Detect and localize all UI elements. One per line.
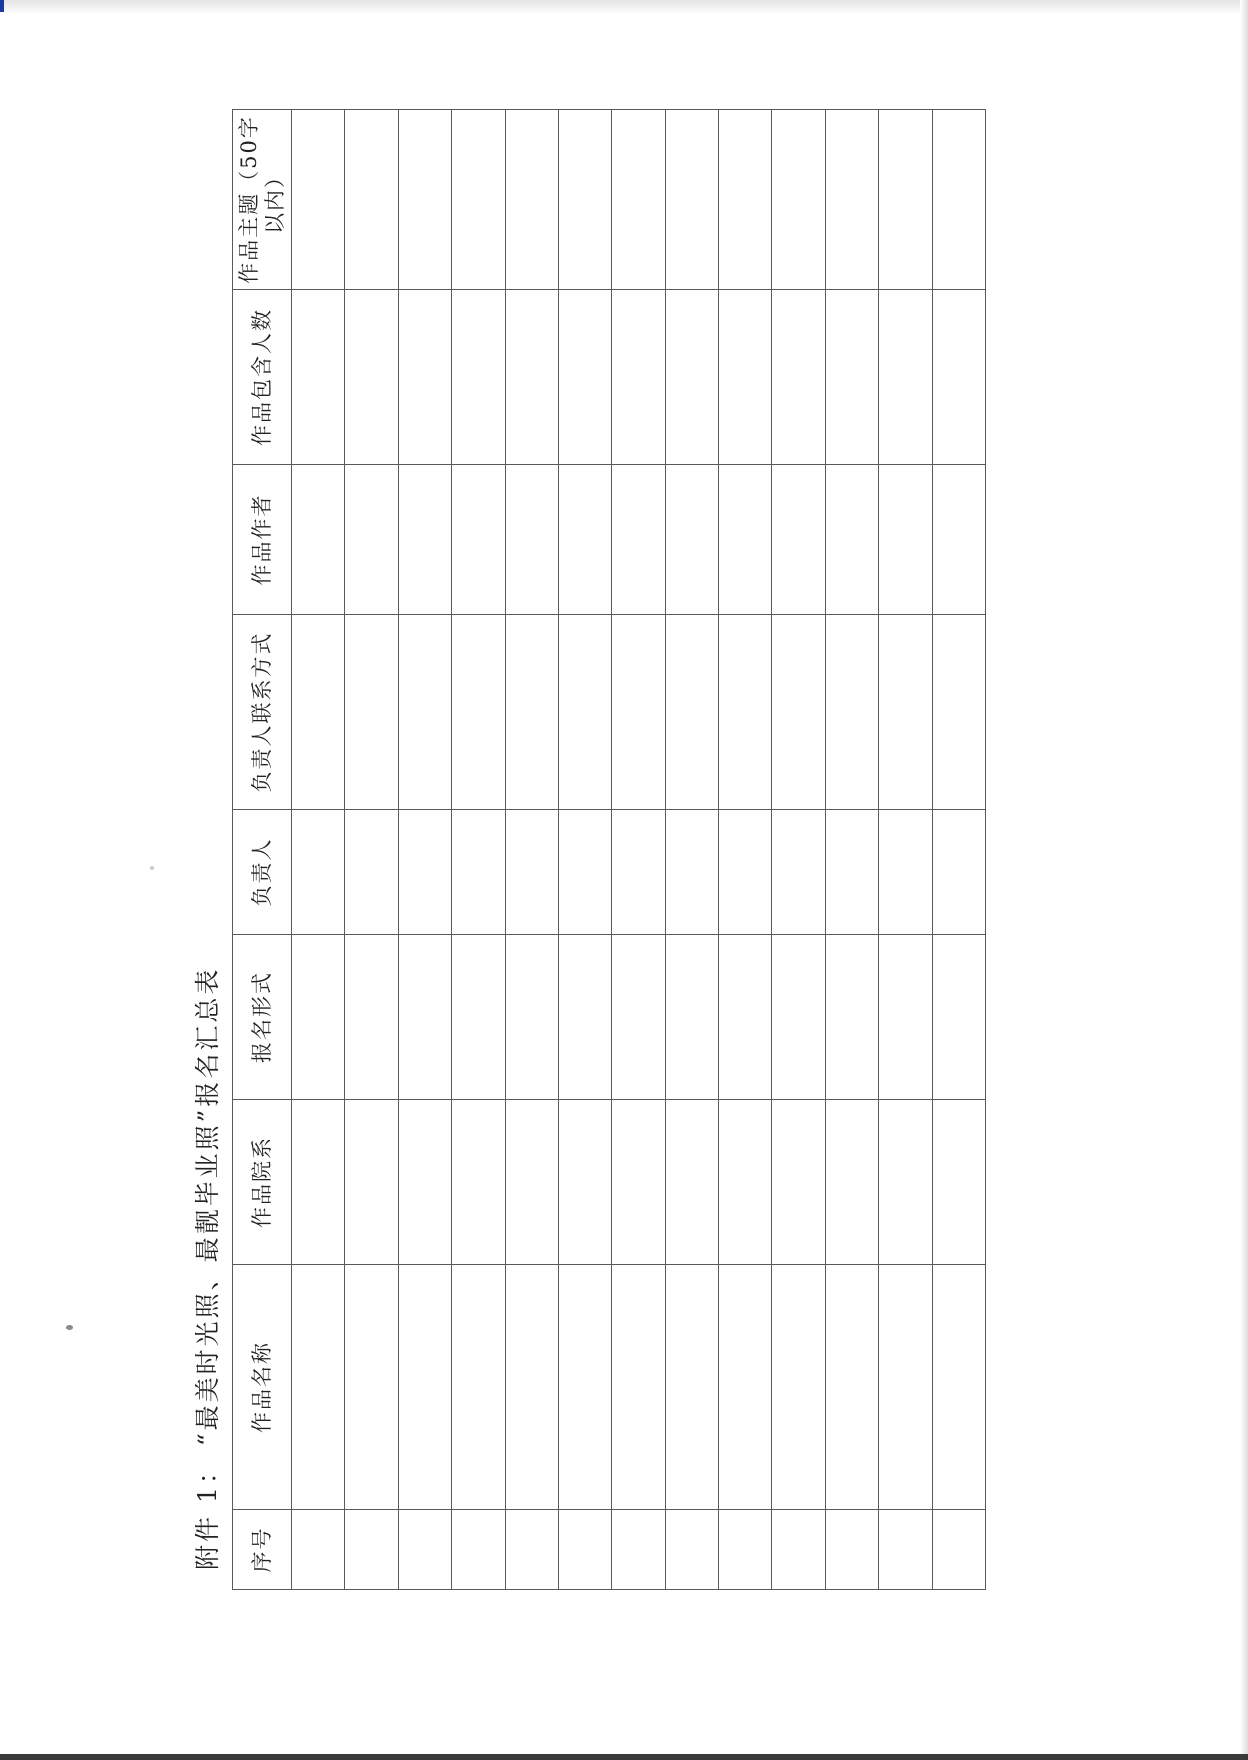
blank-cell [879,1510,932,1590]
blank-cell [932,935,986,1100]
blank-cell [879,110,932,290]
col-header-contact: 负责人联系方式 [233,615,292,810]
blank-cell [505,935,558,1100]
blank-cell [719,465,772,615]
rotated-page-content [160,110,920,1590]
blank-cell [558,465,611,615]
blank-cell [772,1510,825,1590]
table-row [665,110,718,1590]
blank-cell [505,290,558,465]
col-header-people-count: 作品包含人数 [233,290,292,465]
blank-cell [932,1100,986,1265]
blank-cell [345,810,398,935]
blank-cell [825,615,878,810]
blank-cell [932,110,986,290]
blank-cell [292,935,345,1100]
blank-cell [825,110,878,290]
col-header-person-in-charge: 负责人 [233,810,292,935]
col-header-authors: 作品作者 [233,465,292,615]
blank-cell [452,110,505,290]
blank-cell [505,1100,558,1265]
blank-cell [825,1265,878,1510]
blank-cell [932,615,986,810]
blank-cell [505,465,558,615]
blank-cell [772,810,825,935]
blank-cell [612,615,665,810]
blank-cell [665,615,718,810]
scan-top-edge [0,0,1248,14]
scan-bottom-edge [0,1754,1248,1760]
scan-right-edge [1240,0,1248,1760]
blank-cell [398,1510,451,1590]
blank-cell [558,290,611,465]
blank-cell [665,110,718,290]
blank-cell [612,935,665,1100]
blank-cell [505,110,558,290]
blank-cell [879,465,932,615]
blank-cell [505,615,558,810]
blank-cell [772,615,825,810]
blank-cell [719,1100,772,1265]
blank-cell [292,1265,345,1510]
blank-cell [345,1100,398,1265]
blank-cell [665,290,718,465]
blank-cell [558,1265,611,1510]
blank-cell [879,1100,932,1265]
blank-cell [558,935,611,1100]
table-row [825,110,878,1590]
scan-speck [150,866,154,870]
blank-cell [345,110,398,290]
blank-cell [719,615,772,810]
blank-cell [772,110,825,290]
blank-cell [825,1100,878,1265]
blank-cell [825,290,878,465]
blank-cell [665,1510,718,1590]
blank-cell [612,110,665,290]
blank-cell [879,810,932,935]
blank-cell [719,935,772,1100]
col-header-registration-type: 报名形式 [233,935,292,1100]
blank-cell [558,1100,611,1265]
blank-cell [505,1510,558,1590]
table-row [772,110,825,1590]
table-row [558,110,611,1590]
blank-cell [665,810,718,935]
blank-cell [452,290,505,465]
blank-cell [452,1100,505,1265]
col-header-serial: 序号 [233,1510,292,1590]
table-row [505,110,558,1590]
blank-cell [879,935,932,1100]
blank-cell [398,110,451,290]
blank-cell [719,1510,772,1590]
table-body [292,110,986,1590]
blank-cell [505,1265,558,1510]
blank-cell [665,1100,718,1265]
blank-cell [612,290,665,465]
blank-cell [398,1100,451,1265]
blank-cell [452,1510,505,1590]
table-row [879,110,932,1590]
scan-corner-mark [0,0,4,12]
blank-cell [292,290,345,465]
blank-cell [879,1265,932,1510]
blank-cell [825,465,878,615]
blank-cell [398,290,451,465]
blank-cell [932,1510,986,1590]
table-row [719,110,772,1590]
blank-cell [345,1510,398,1590]
blank-cell [825,810,878,935]
blank-cell [612,810,665,935]
blank-cell [665,465,718,615]
blank-cell [292,1510,345,1590]
table-header-row [233,110,292,1590]
blank-cell [772,935,825,1100]
blank-cell [398,465,451,615]
blank-cell [879,290,932,465]
table-row [612,110,665,1590]
table-row [398,110,451,1590]
blank-cell [292,615,345,810]
blank-cell [612,1100,665,1265]
blank-cell [452,1265,505,1510]
table-row [452,110,505,1590]
blank-cell [932,290,986,465]
table-row [345,110,398,1590]
attachment-label: 附件 1： [193,1456,222,1570]
blank-cell [612,1510,665,1590]
blank-cell [452,810,505,935]
blank-cell [772,1265,825,1510]
blank-cell [452,935,505,1100]
blank-cell [345,465,398,615]
registration-summary-table [232,109,986,1590]
document-title [188,957,224,1570]
blank-cell [398,810,451,935]
blank-cell [612,465,665,615]
blank-cell [345,290,398,465]
blank-cell [398,615,451,810]
title-text: “最美时光照、最靓毕业照”报名汇总表 [193,966,222,1447]
blank-cell [772,1100,825,1265]
blank-cell [398,1265,451,1510]
col-header-theme: 作品主题（50字以内） [233,110,292,290]
blank-cell [452,615,505,810]
scan-speck [66,1325,73,1330]
blank-cell [879,615,932,810]
blank-cell [665,935,718,1100]
blank-cell [292,465,345,615]
blank-cell [558,1510,611,1590]
blank-cell [398,935,451,1100]
table-row [292,110,345,1590]
blank-cell [345,1265,398,1510]
col-header-work-name: 作品名称 [233,1265,292,1510]
blank-cell [558,615,611,810]
blank-cell [665,1265,718,1510]
blank-cell [719,290,772,465]
blank-cell [825,935,878,1100]
blank-cell [719,110,772,290]
blank-cell [932,465,986,615]
blank-cell [452,465,505,615]
blank-cell [772,290,825,465]
col-header-department: 作品院系 [233,1100,292,1265]
blank-cell [825,1510,878,1590]
blank-cell [932,1265,986,1510]
blank-cell [292,1100,345,1265]
blank-cell [772,465,825,615]
blank-cell [719,810,772,935]
blank-cell [292,810,345,935]
blank-cell [558,810,611,935]
blank-cell [505,810,558,935]
table-row [932,110,986,1590]
blank-cell [345,615,398,810]
blank-cell [345,935,398,1100]
blank-cell [719,1265,772,1510]
blank-cell [558,110,611,290]
blank-cell [292,110,345,290]
blank-cell [612,1265,665,1510]
blank-cell [932,810,986,935]
